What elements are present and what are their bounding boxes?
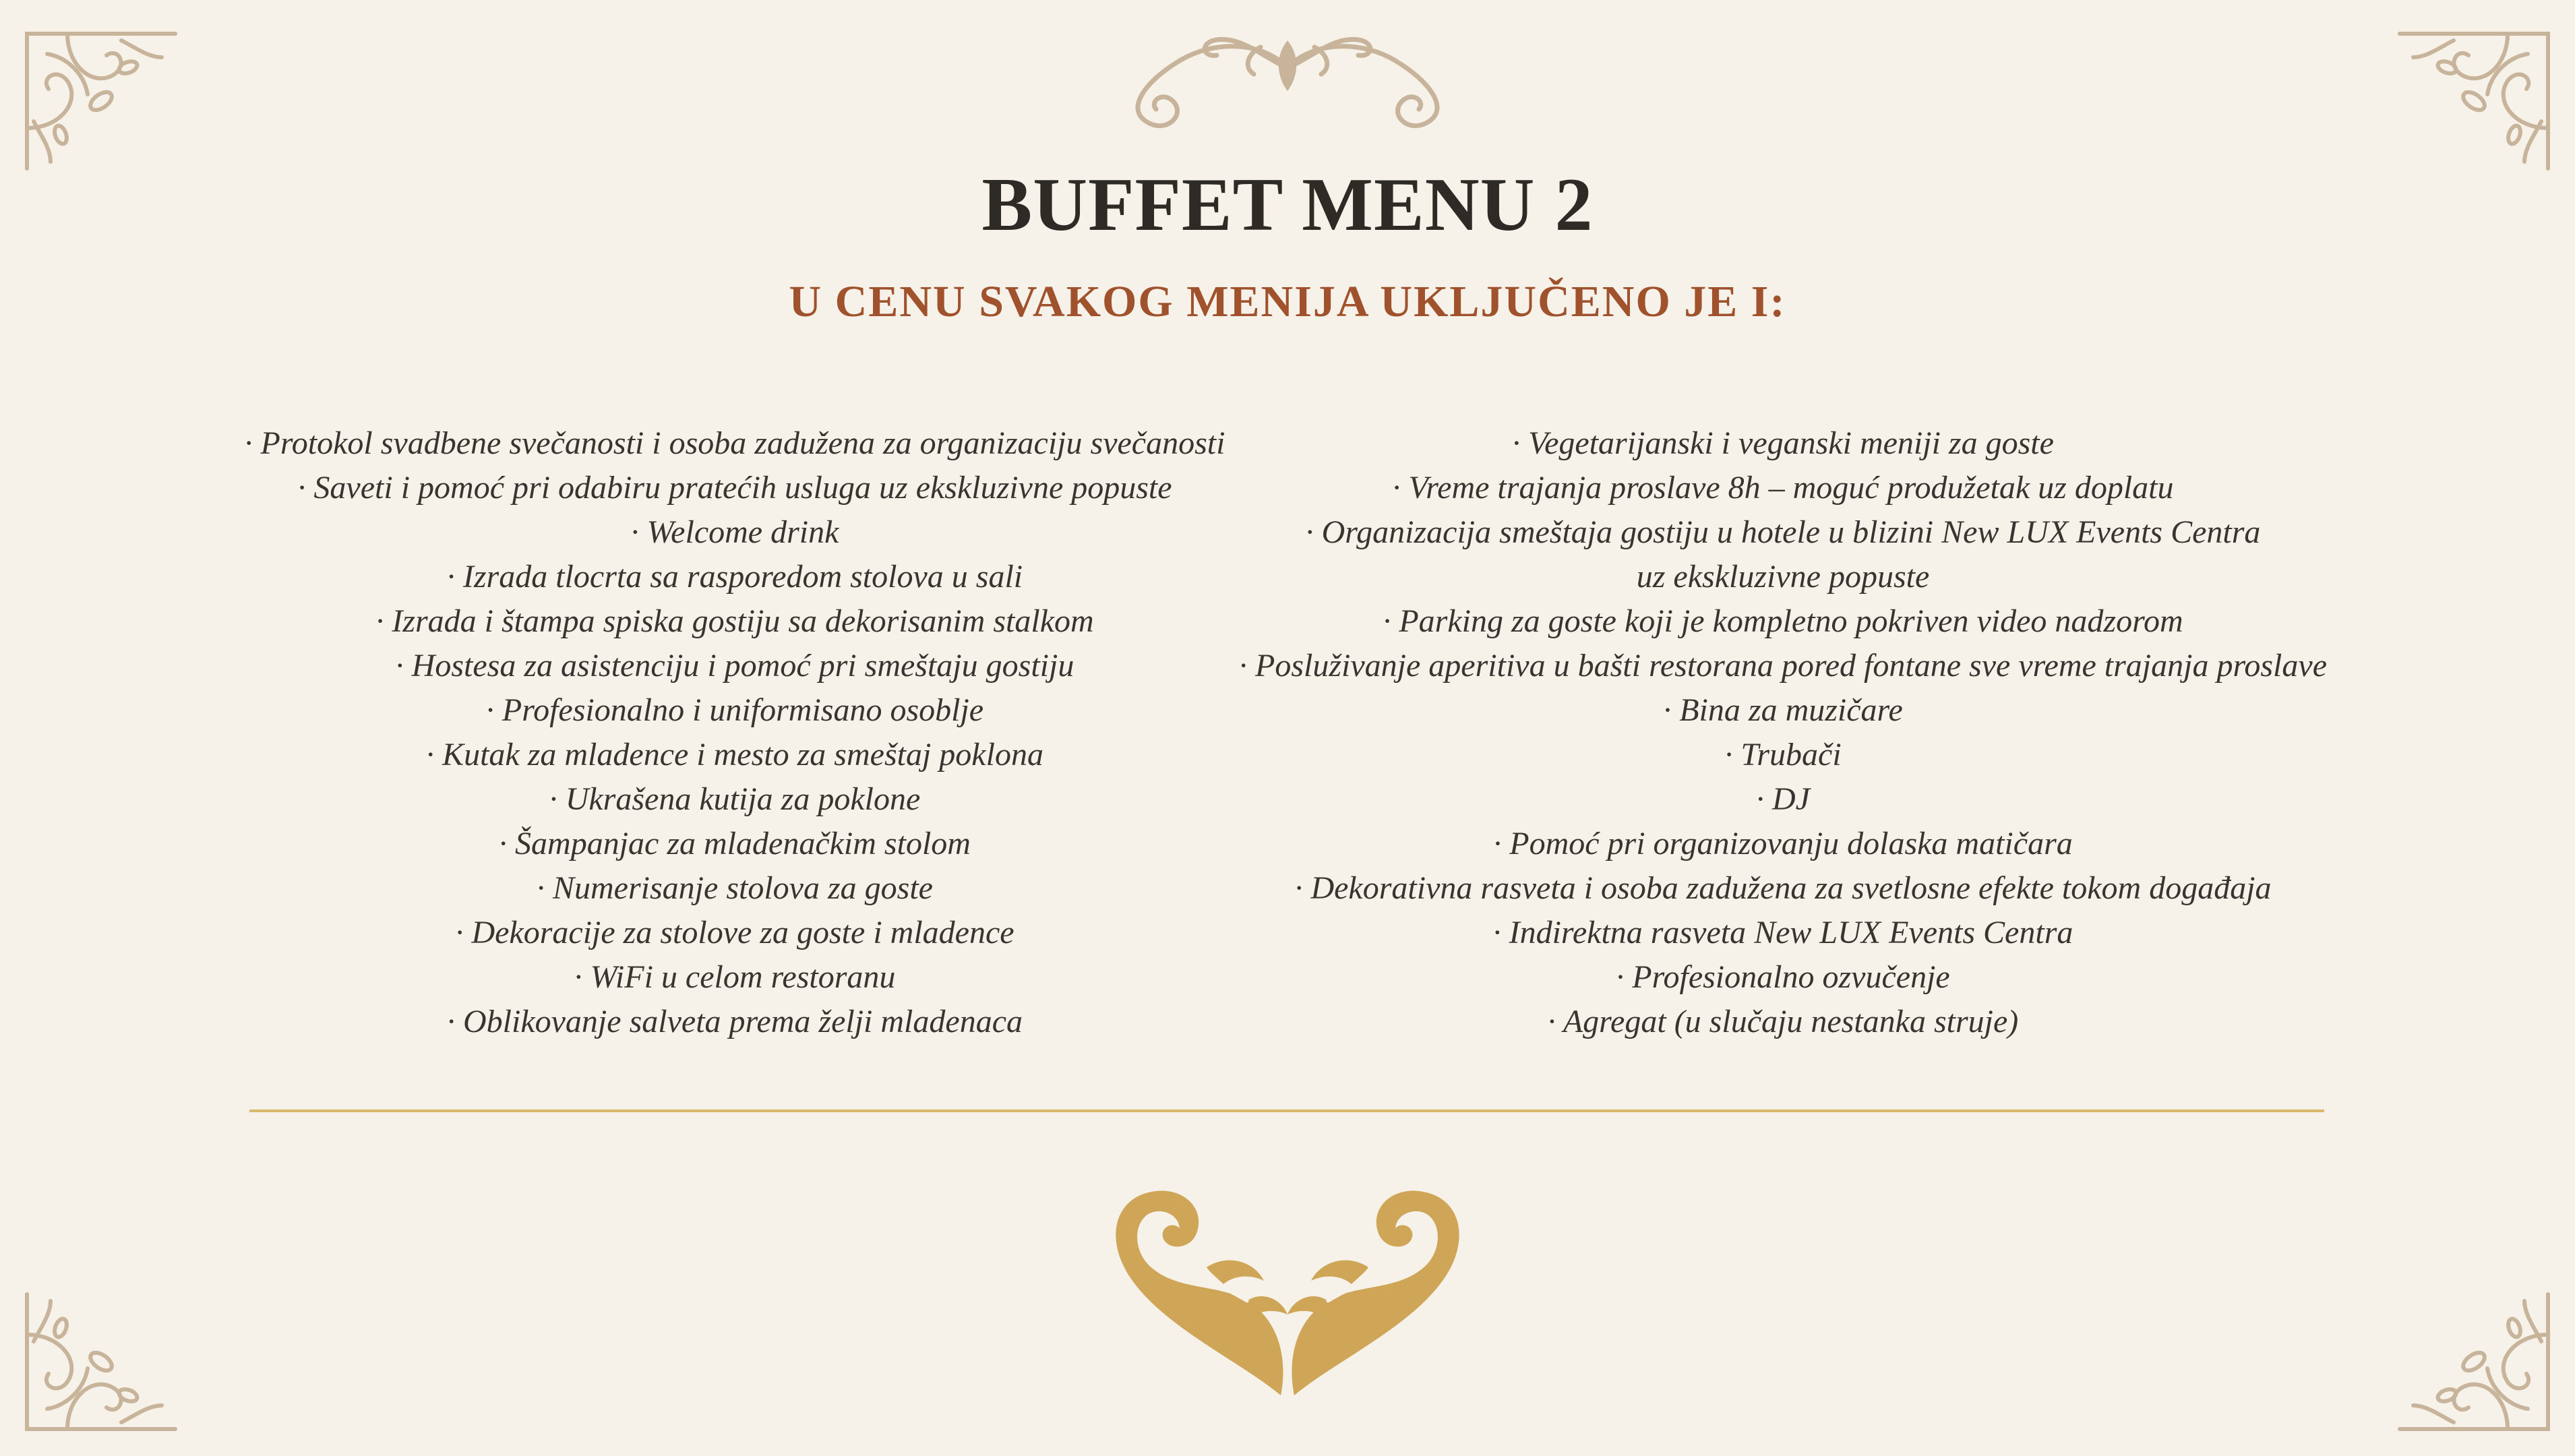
list-item: · Izrada i štampa spiska gostiju sa dekorisanim stalkom	[375, 603, 1094, 639]
list-item: · Parking za goste koji je kompletno pokriven video nadzorom	[1383, 603, 2183, 639]
list-item: · Profesionalno i uniformisano osoblje	[485, 692, 984, 728]
list-item: · Izrada tlocrta sa rasporedom stolova u sali	[446, 559, 1023, 595]
list-item: · Hostesa za asistenciju i pomoć pri smeštaju gostiju	[395, 648, 1074, 684]
corner-ornament-top-right	[2393, 27, 2555, 175]
top-flourish-ornament	[1105, 20, 1470, 135]
included-services-left-list	[236, 421, 1234, 1044]
list-item: · Trubači	[1724, 737, 1842, 772]
list-item: · Organizacija smeštaja gostiju u hotele u blizini New LUX Events Centra	[1305, 514, 2261, 550]
list-item: · Kutak za mladence i mesto za smeštaj poklona	[426, 737, 1043, 772]
list-item: · Welcome drink	[630, 514, 839, 550]
list-item: · Bina za muzičare	[1663, 692, 1903, 728]
list-item: · Numerisanje stolova za goste	[537, 870, 933, 906]
list-item: · Vegetarijanski i veganski meniji za goste	[1512, 425, 2054, 461]
list-item: · Šampanjac za mladenačkim stolom	[499, 826, 971, 861]
corner-ornament-bottom-right	[2393, 1287, 2555, 1436]
list-item: · Pomoć pri organizovanju dolaska matičara	[1493, 826, 2073, 861]
list-item: · WiFi u celom restoranu	[574, 959, 896, 995]
page-subtitle: U CENU SVAKOG MENIJA UKLJUČENO JE I:	[789, 277, 1786, 326]
list-item: · DJ	[1756, 781, 1810, 817]
list-item: · Oblikovanje salveta prema želji mladenaca	[446, 1004, 1023, 1039]
gold-heart-ornament	[1085, 1166, 1490, 1409]
list-item: · Profesionalno ozvučenje	[1616, 959, 1950, 995]
list-item: · Dekorativna rasveta i osoba zadužena za svetlosne efekte tokom događaja	[1294, 870, 2272, 906]
list-item: · Saveti i pomoć pri odabiru pratećih usluga uz ekskluzivne popuste	[297, 470, 1172, 506]
corner-ornament-bottom-left	[20, 1287, 182, 1436]
corner-ornament-top-left	[20, 27, 182, 175]
list-item: · Vreme trajanja proslave 8h – moguć produžetak uz doplatu	[1392, 470, 2174, 506]
list-item: uz ekskluzivne popuste	[1636, 559, 1930, 595]
included-services-right-list	[1230, 421, 2336, 1044]
list-item: · Posluživanje aperitiva u bašti restorana pored fontane sve vreme trajanja proslave	[1239, 648, 2327, 684]
list-item: · Protokol svadbene svečanosti i osoba zadužena za organizaciju svečanosti	[244, 425, 1225, 461]
gold-divider-line	[249, 1110, 2324, 1112]
list-item: · Ukrašena kutija za poklone	[549, 781, 921, 817]
list-item: · Indirektna rasveta New LUX Events Centra	[1492, 915, 2073, 950]
list-item: · Agregat (u slučaju nestanka struje)	[1547, 1004, 2019, 1039]
list-item: · Dekoracije za stolove za goste i mladence	[455, 915, 1014, 950]
page-title: BUFFET MENU 2	[981, 163, 1594, 247]
